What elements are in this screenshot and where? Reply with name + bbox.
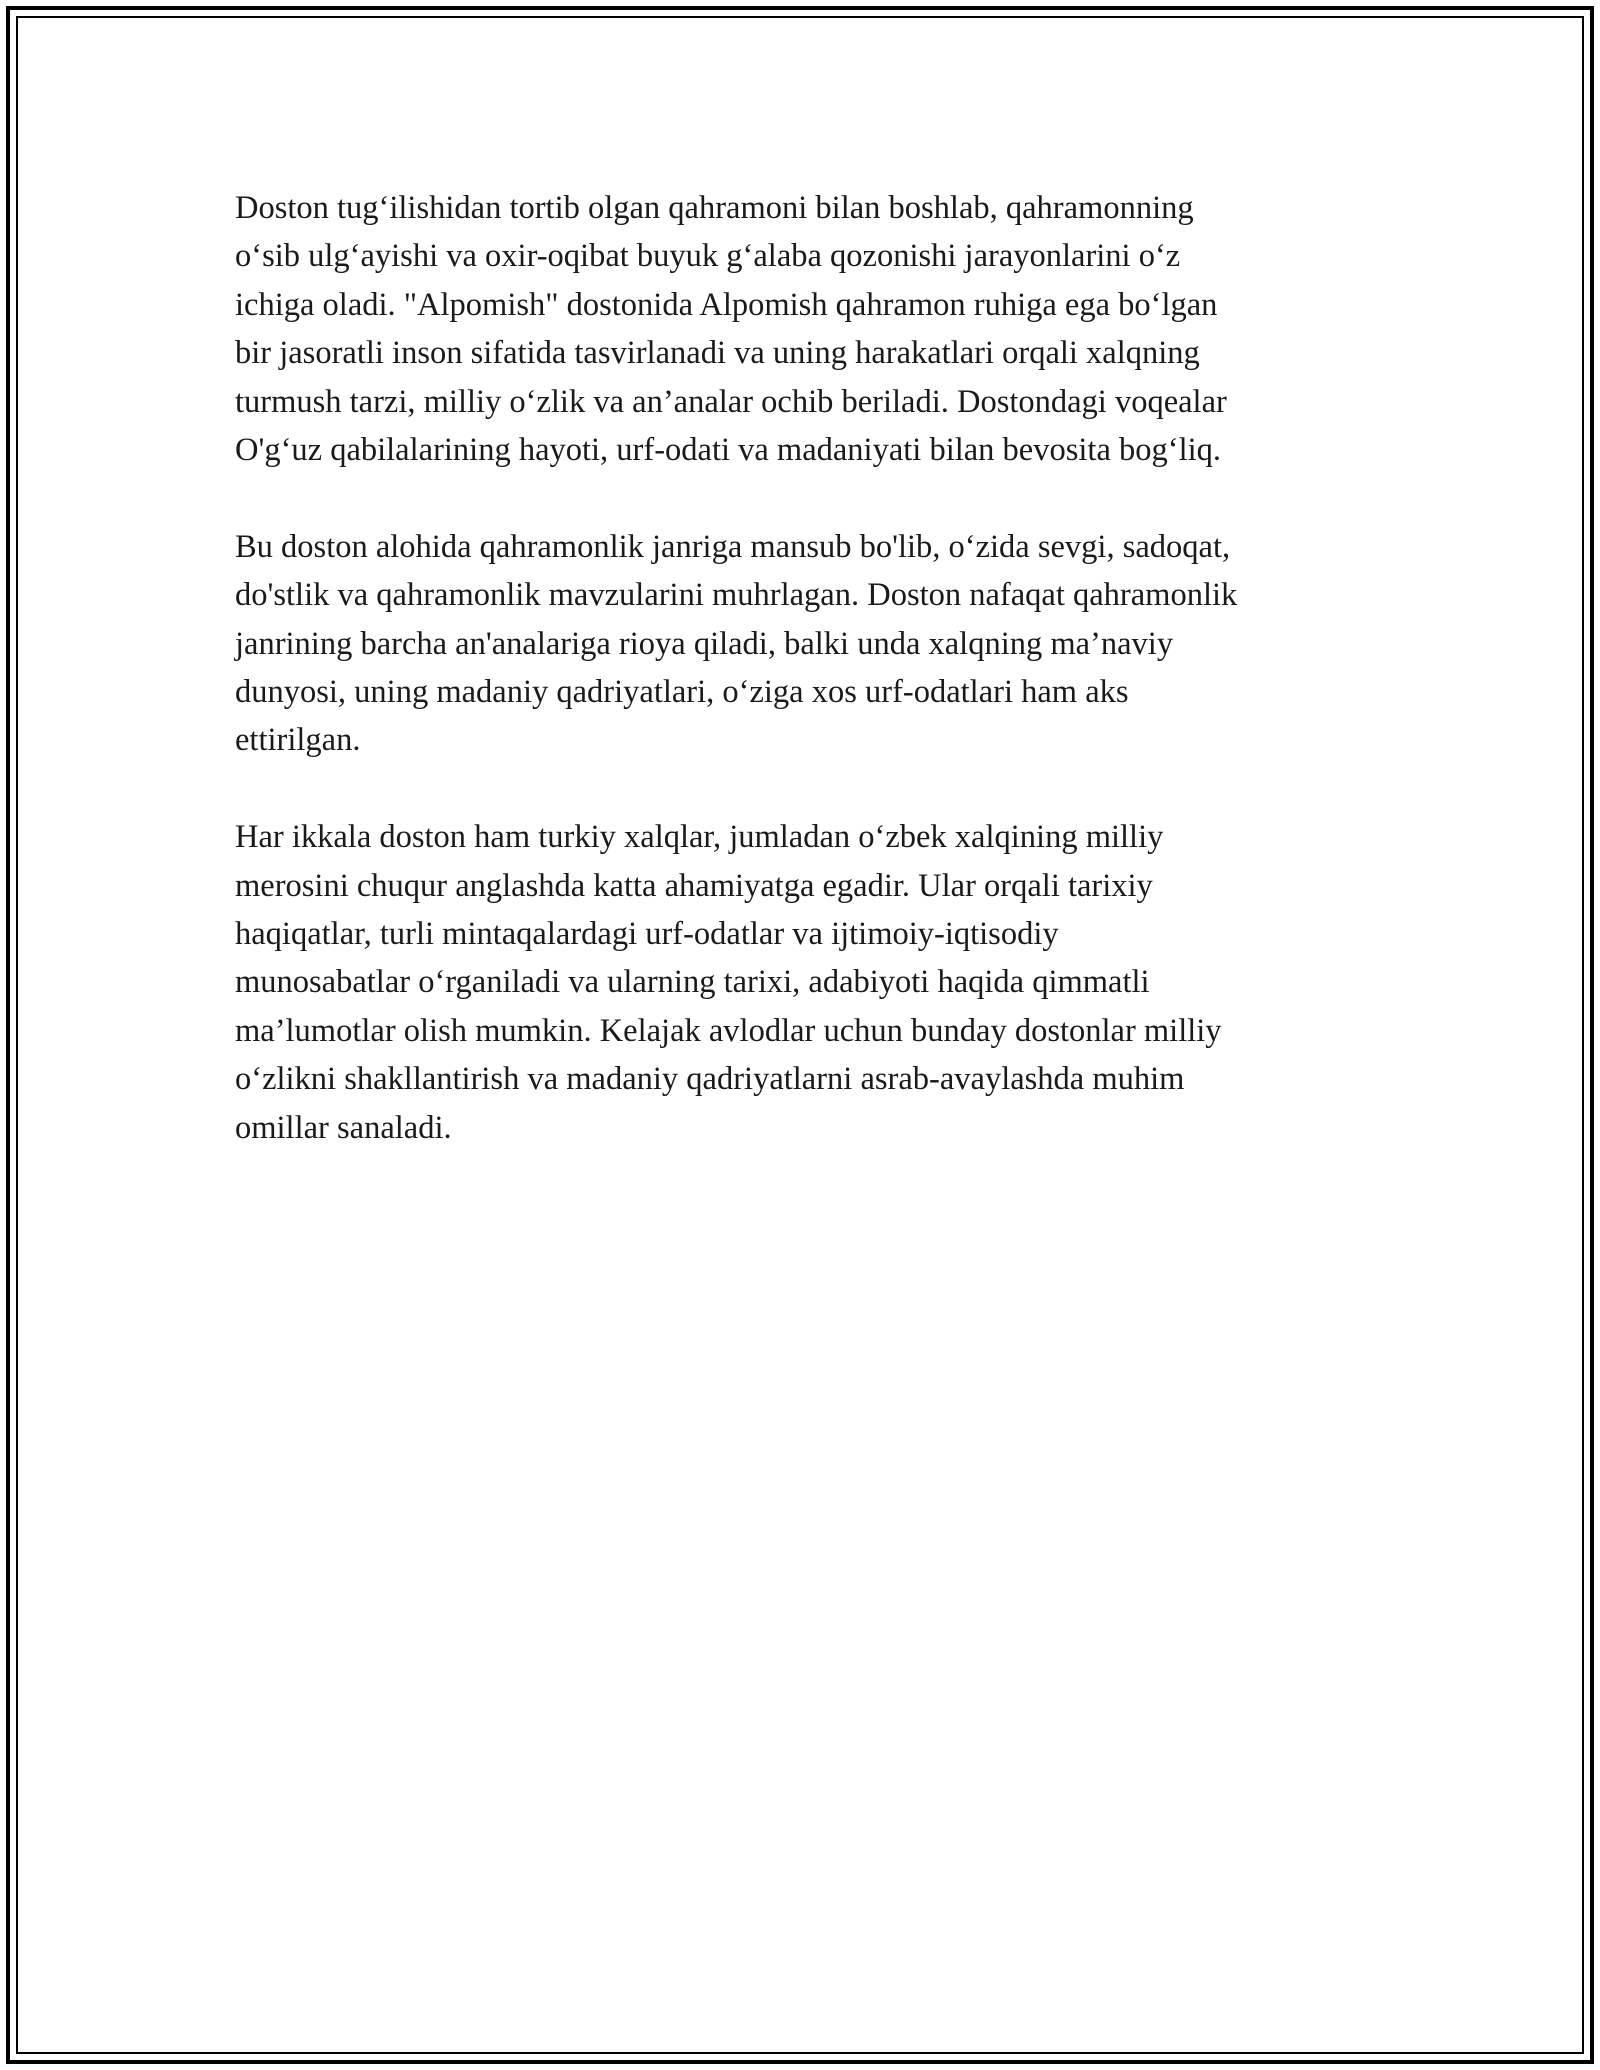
document-body (235, 184, 1375, 1200)
paragraph: Har ikkala doston ham turkiy xalqlar, jumladan oʻzbek xalqining milliy merosini chuqur anglashda katta ahamiyatga egadir. Ular orqali tarixiy haqiqatlar, turli mintaqalardagi urf-odatlar va ijtimoiy-iqtisodiy munosabatlar oʻrganiladi va ularning tarixi, adabiyoti haqida qimmatli ma’lumotlar olish mumkin. Kelajak avlodlar uchun bunday dostonlar milliy oʻzlikni shakllantirish va madaniy qadriyatlarni asrab-avaylashda muhim omillar sanaladi. (235, 819, 1222, 1146)
paragraph: Doston tugʻilishidan tortib olgan qahramoni bilan boshlab, qahramonning oʻsib ulgʻayishi va oxir-oqibat buyuk gʻalaba qozonishi jarayonlarini oʻz ichiga oladi. "Alpomish" dostonida Alpomish qahramon ruhiga ega boʻlgan bir jasoratli inson sifatida tasvirlanadi va uning harakatlari orqali xalqning turmush tarzi, milliy oʻzlik va an’analar ochib beriladi. Dostondagi voqealar O'gʻuz qabilalarining hayoti, urf-odati va madaniyati bilan bevosita bogʻliq. (235, 190, 1227, 469)
paragraph: Bu doston alohida qahramonlik janriga mansub bo'lib, oʻzida sevgi, sadoqat, do'stlik va qahramonlik mavzularini muhrlagan. Doston nafaqat qahramonlik janrining barcha an'analariga rioya qiladi, balki unda xalqning ma’naviy dunyosi, uning madaniy qadriyatlari, oʻziga xos urf-odatlari ham aks ettirilgan. (235, 528, 1238, 759)
